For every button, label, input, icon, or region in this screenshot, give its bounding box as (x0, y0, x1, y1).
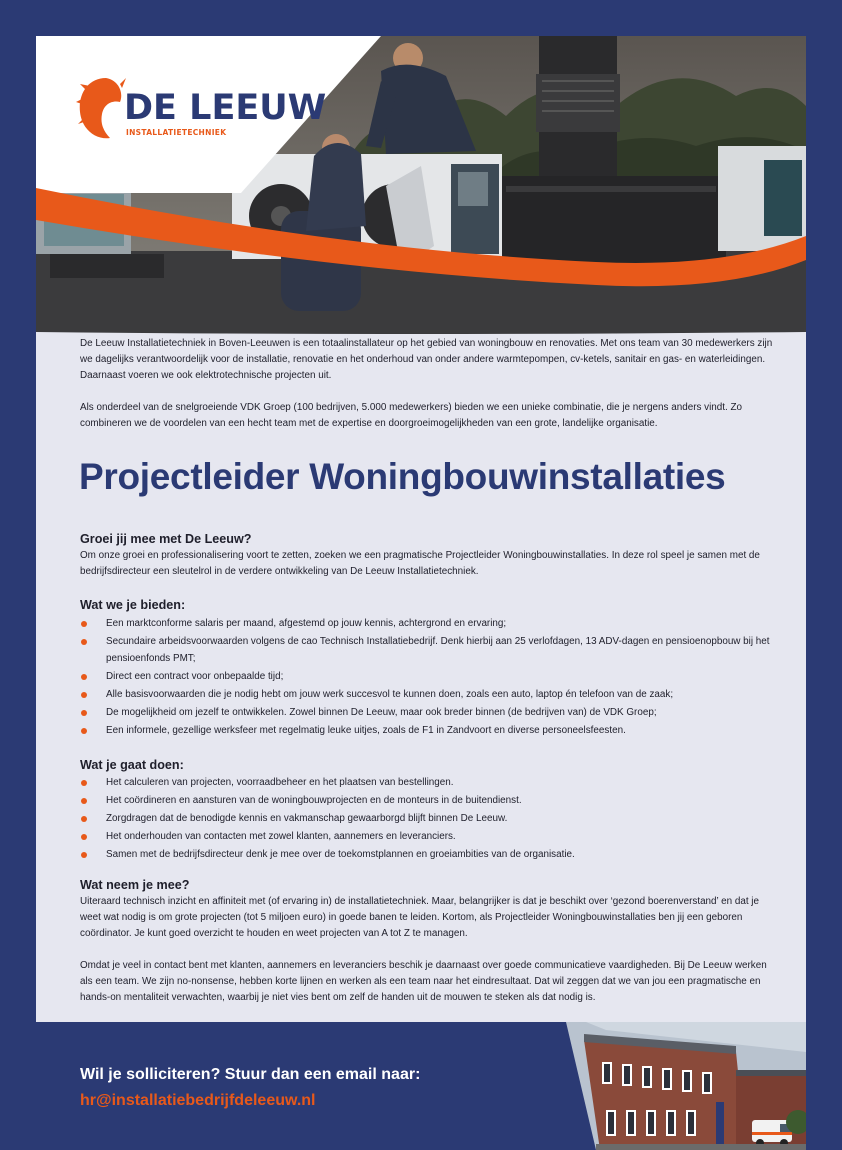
apply-email-link[interactable]: hr@installatiebedrijfdeleeuw.nl (80, 1092, 316, 1109)
logo-subtitle: INSTALLATIETECHNIEK (126, 128, 227, 137)
meenemen-paragraph-2: Omdat je veel in contact bent met klanten, aannemers en leveranciers beschik je daarnaast over goede communicatieve vaardigheden. Bij De Leeuw werken als een team. We zijn no-nonsense, hebben korte lijnen en werken als een team naar het eindresultaat. Dat wil zeggen dat we van jou een pragmatische en hands-on mentaliteit verwachten, waarbij je niet vies bent om zelf de handen uit de mouwen te steken als dat nodig is. (80, 960, 767, 1003)
apply-call-to-action: Wil je solliciteren? Stuur dan een email naar: (80, 1066, 421, 1083)
bieden-list (80, 615, 780, 740)
doen-list (80, 774, 780, 864)
groei-heading: Groei jij mee met De Leeuw? (80, 532, 252, 546)
list-item: Een informele, gezellige werksfeer met regelmatig leuke uitjes, zoals de F1 in Zandvoort en diverse personeelsfeesten. (80, 722, 780, 740)
doen-heading: Wat je gaat doen: (80, 758, 184, 772)
list-item: De mogelijkheid om jezelf te ontwikkelen. Zowel binnen De Leeuw, maar ook breder binnen (de bedrijven van) de VDK Groep; (80, 704, 780, 722)
vacancy-page (36, 36, 806, 1150)
meenemen-heading: Wat neem je mee? (80, 878, 190, 892)
list-item: Het coördineren en aansturen van de woningbouwprojecten en de monteurs in de buitendienst. (80, 792, 780, 810)
list-item: Een marktconforme salaris per maand, afgestemd op jouw kennis, achtergrond en ervaring; (80, 615, 780, 633)
intro-paragraph-2: Als onderdeel van de snelgroeiende VDK Groep (100 bedrijven, 5.000 medewerkers) bieden we een unieke combinatie, die je nergens anders vindt. Zo combineren we de voordelen van een hecht team met de expertise en doorgroeimogelijkheden van een grote, landelijke organisatie. (80, 402, 743, 429)
bieden-heading: Wat we je bieden: (80, 598, 186, 612)
list-item: Direct een contract voor onbepaalde tijd; (80, 668, 780, 686)
groei-text: Om onze groei en professionalisering voort te zetten, zoeken we een pragmatische Projectleider Woningbouwinstallaties. In deze rol speel je samen met de bedrijfsdirecteur een sleutelrol in de verdere ontwikkeling van De Leeuw Installatietechniek. (80, 550, 760, 577)
list-item: Samen met de bedrijfsdirecteur denk je mee over de toekomstplannen en groeiambities van de organisatie. (80, 846, 780, 864)
intro-paragraph-1: De Leeuw Installatietechniek in Boven-Leeuwen is een totaalinstallateur op het gebied van woningbouw en renovaties. Met ons team van 30 medewerkers zijn we dagelijks verantwoordelijk voor de installatie, renovatie en het onderhoud van onder andere warmtepompen, cv-ketels, sanitair en gas- en waterleidingen. Daarnaast voeren we ook elektrotechnische projecten uit. (80, 338, 773, 381)
list-item: Alle basisvoorwaarden die je nodig hebt om jouw werk succesvol te kunnen doen, zoals een auto, laptop én telefoon van de zaak; (80, 686, 780, 704)
meenemen-paragraph-1: Uiteraard technisch inzicht en affiniteit met (of ervaring in) de installatietechniek. Maar, belangrijker is dat je beschikt over ‘gezond boerenverstand’ en dat je weet wat nodig is om grote projecten (tot 5 miljoen euro) in goede banen te leiden. Kortom, als Projectleider Woningbouwinstallaties ben jij een geboren coördinator. Je kunt goed overzicht te houden en weet projecten van A tot Z te managen. (80, 896, 759, 939)
office-building-photo (566, 1022, 806, 1150)
list-item: Het calculeren van projecten, voorraadbeheer en het plaatsen van bestellingen. (80, 774, 780, 792)
logo-wordmark: DE LEEUW (124, 88, 327, 128)
hero-banner (36, 36, 806, 336)
list-item: Secundaire arbeidsvoorwaarden volgens de cao Technisch Installatiebedrijf. Denk hierbij aan 25 verlofdagen, 13 ADV-dagen en pensioenopbouw bij het pensioenfonds PMT; (80, 633, 780, 667)
list-item: Het onderhouden van contacten met zowel klanten, aannemers en leveranciers. (80, 828, 780, 846)
rooftop-technicians-photo (36, 36, 806, 336)
job-title: Projectleider Woningbouwinstallaties (79, 456, 726, 497)
list-item: Zorgdragen dat de benodigde kennis en vakmanschap gewaarborgd blijft binnen De Leeuw. (80, 810, 780, 828)
apply-footer (36, 1022, 806, 1150)
